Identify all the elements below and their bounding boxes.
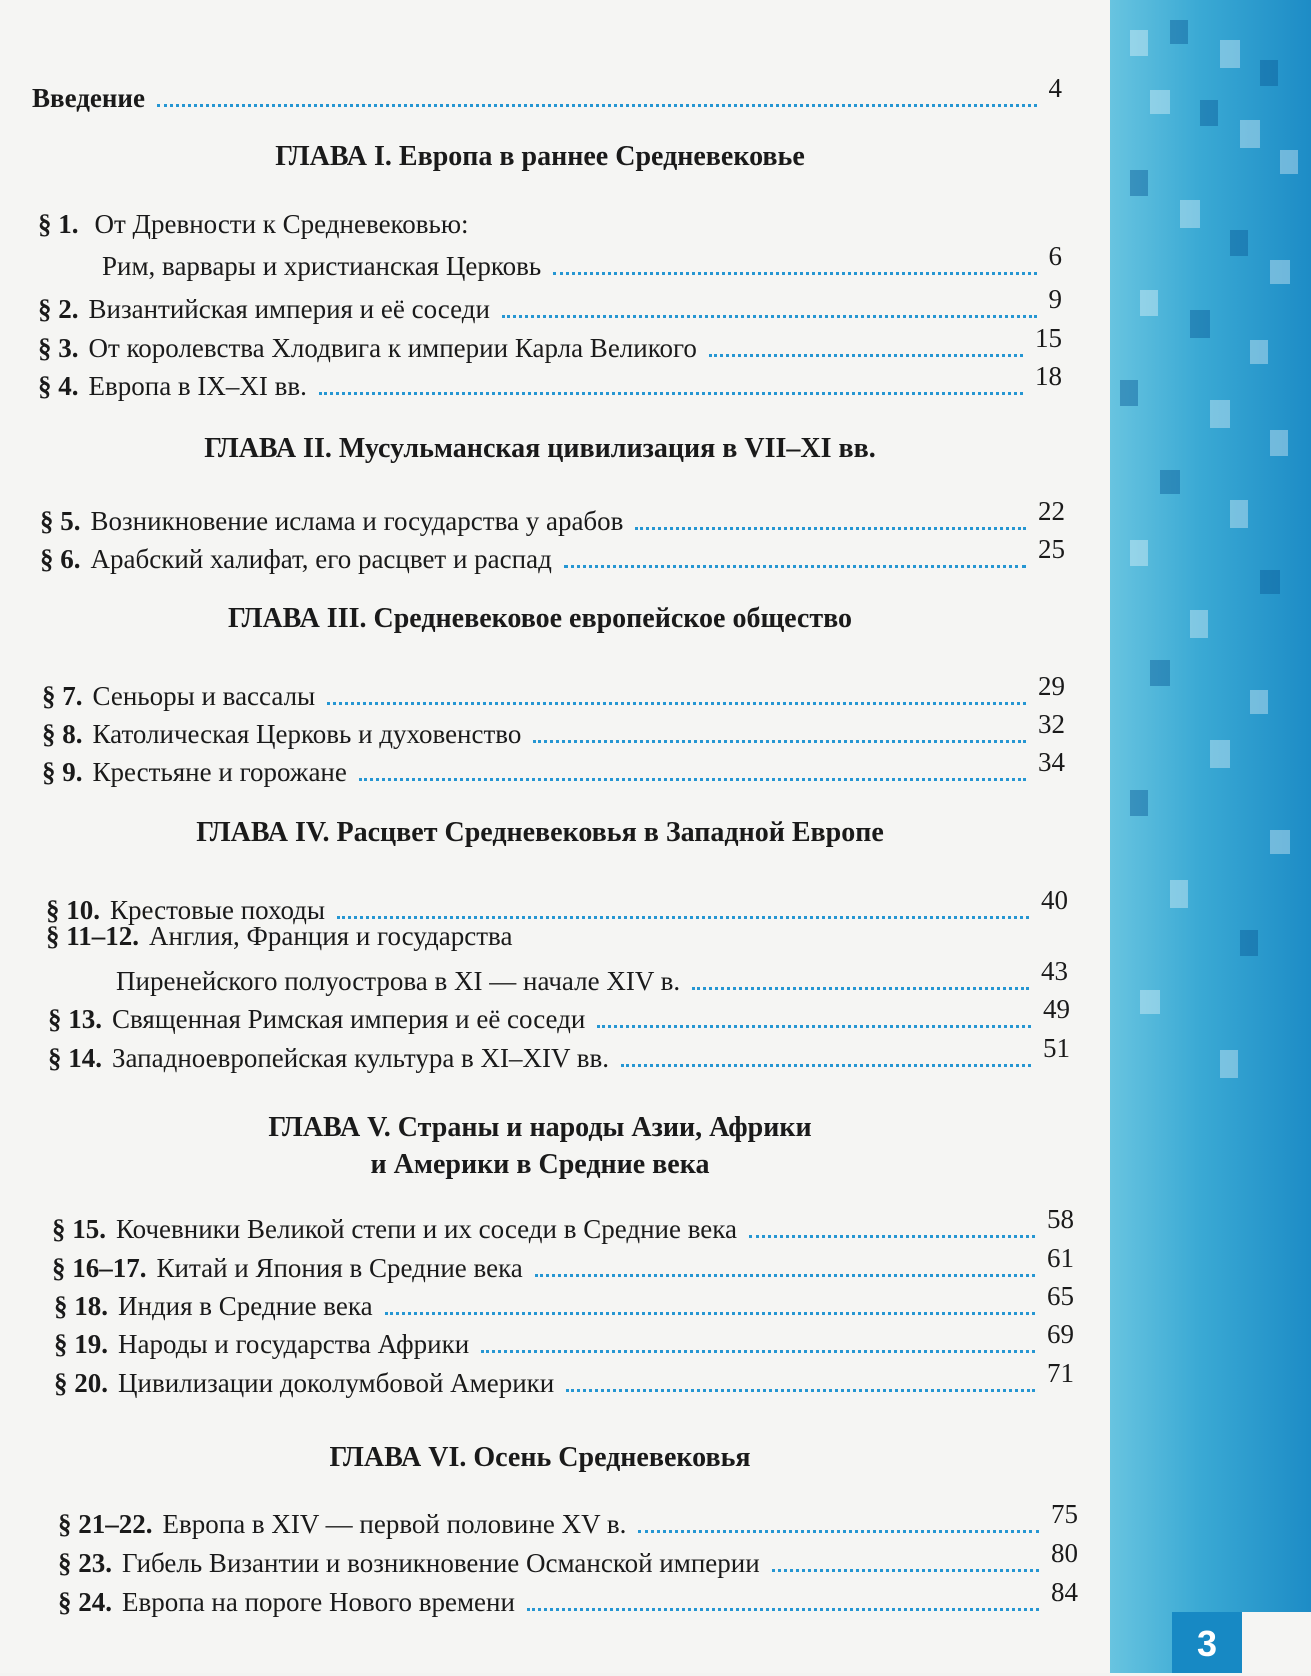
toc-entry-title: Возникновение ислама и государства у арабов xyxy=(90,506,624,536)
dot-leader xyxy=(527,1608,1039,1611)
toc-entry-number: § 8. xyxy=(42,719,83,749)
toc-entry[interactable] xyxy=(58,1498,1078,1540)
toc-entry-first-line xyxy=(38,208,469,240)
dot-leader xyxy=(553,272,1036,275)
toc-entry-page: 51 xyxy=(1043,1033,1070,1063)
toc-entry[interactable] xyxy=(42,708,1065,750)
dot-leader xyxy=(597,1025,1031,1028)
chapter-heading: ГЛАВА III. Средневековое европейское общество xyxy=(228,603,852,634)
toc-entry-number: § 15. xyxy=(52,1214,106,1244)
toc-entry-number: § 23. xyxy=(58,1548,112,1578)
toc-entry-title: Арабский халифат, его расцвет и распад xyxy=(90,544,552,574)
toc-entry[interactable] xyxy=(42,746,1065,788)
dot-leader xyxy=(319,392,1023,395)
toc-entry-number: § 20. xyxy=(54,1368,108,1398)
toc-entry[interactable] xyxy=(54,1318,1074,1360)
dot-leader xyxy=(621,1064,1031,1067)
dot-leader xyxy=(564,565,1026,568)
toc-entry-page: 75 xyxy=(1051,1499,1078,1529)
chapter-heading: ГЛАВА I. Европа в раннее Средневековье xyxy=(275,141,805,172)
toc-entry-title: Индия в Средние века xyxy=(118,1291,373,1321)
toc-entry[interactable] xyxy=(48,1032,1070,1074)
toc-entry-title: Крестьяне и горожане xyxy=(92,757,347,787)
dot-leader xyxy=(157,104,1037,107)
dot-leader xyxy=(749,1235,1035,1238)
toc-entry-title-cont: Рим, варвары и христианская Церковь xyxy=(102,251,542,281)
dot-leader xyxy=(635,527,1026,530)
toc-entry[interactable] xyxy=(102,240,1062,282)
chapter-heading: ГЛАВА IV. Расцвет Средневековья в Западной Европе xyxy=(196,817,884,848)
toc-entry-page: 71 xyxy=(1047,1358,1074,1388)
toc-entry-title: Сеньоры и вассалы xyxy=(92,681,316,711)
toc-entry-number: § 24. xyxy=(58,1587,112,1617)
toc-entry-number: § 6. xyxy=(40,544,81,574)
toc-entry[interactable] xyxy=(38,360,1062,402)
toc-entry[interactable] xyxy=(58,1576,1078,1618)
toc-entry-title: Кочевники Великой степи и их соседи в Средние века xyxy=(116,1214,737,1244)
toc-entry-page: 58 xyxy=(1047,1204,1074,1234)
toc-entry-number: § 2. xyxy=(38,294,79,324)
toc-entry-number: § 21–22. xyxy=(58,1509,153,1539)
toc-entry[interactable] xyxy=(38,283,1062,325)
page-number-margin xyxy=(1242,1612,1311,1673)
toc-entry[interactable] xyxy=(42,670,1065,712)
toc-entry-title: Введение xyxy=(32,83,145,113)
chapter-heading: ГЛАВА V. Страны и народы Азии, Африки xyxy=(268,1112,812,1143)
toc-entry-title: Крестовые походы xyxy=(110,895,326,925)
toc-entry-title: Гибель Византии и возникновение Османской империи xyxy=(122,1548,760,1578)
toc-entry-page: 18 xyxy=(1035,361,1062,391)
toc-entry-page: 49 xyxy=(1043,994,1070,1024)
toc-entry-page: 15 xyxy=(1035,323,1062,353)
toc-entry-title: Священная Римская империя и её соседи xyxy=(112,1004,586,1034)
toc-entry-number: § 16–17. xyxy=(52,1253,147,1283)
toc-entry-number: § 5. xyxy=(40,506,81,536)
toc-entry[interactable] xyxy=(116,955,1068,997)
dot-leader xyxy=(502,315,1037,318)
chapter-heading-cont: и Америки в Средние века xyxy=(370,1149,710,1180)
toc-entry-number: § 4. xyxy=(38,371,79,401)
dot-leader xyxy=(385,1312,1035,1315)
toc-entry-title: От королевства Хлодвига к империи Карла Великого xyxy=(88,333,697,363)
toc-entry-number: § 19. xyxy=(54,1329,108,1359)
toc-entry-page: 22 xyxy=(1038,496,1065,526)
toc-entry[interactable] xyxy=(48,993,1070,1035)
toc-entry-page: 6 xyxy=(1048,241,1062,271)
toc-entry[interactable] xyxy=(54,1280,1074,1322)
toc-entry-page: 65 xyxy=(1047,1281,1074,1311)
dot-leader xyxy=(638,1530,1039,1533)
toc-entry-title: Католическая Церковь и духовенство xyxy=(92,719,522,749)
toc-entry-title: Народы и государства Африки xyxy=(118,1329,470,1359)
toc-entry-number: § 7. xyxy=(42,681,83,711)
toc-entry-number: § 11–12. xyxy=(46,921,140,951)
toc-entry[interactable] xyxy=(54,1357,1074,1399)
toc-entry-page: 9 xyxy=(1048,284,1062,314)
toc-entry-number: § 18. xyxy=(54,1291,108,1321)
dot-leader xyxy=(535,1274,1035,1277)
toc-entry-number: § 13. xyxy=(48,1004,102,1034)
toc-entry-page: 25 xyxy=(1038,534,1065,564)
toc-entry-number: § 9. xyxy=(42,757,83,787)
toc-entry-page: 69 xyxy=(1047,1319,1074,1349)
chapter-heading: ГЛАВА VI. Осень Средневековья xyxy=(329,1442,751,1473)
toc-entry-first-line xyxy=(46,920,512,952)
dot-leader xyxy=(566,1389,1035,1392)
chapter-heading: ГЛАВА II. Мусульманская цивилизация в VII–XI вв. xyxy=(204,433,876,464)
toc-entry-title: Византийская империя и её соседи xyxy=(88,294,490,324)
toc-entry-title: Цивилизации доколумбовой Америки xyxy=(118,1368,555,1398)
toc-entry-page: 84 xyxy=(1051,1577,1078,1607)
toc-entry-page: 61 xyxy=(1047,1243,1074,1273)
dot-leader xyxy=(359,778,1026,781)
toc-entry[interactable] xyxy=(52,1203,1074,1245)
dot-leader xyxy=(772,1569,1039,1572)
toc-entry-intro[interactable] xyxy=(32,72,1062,114)
toc-entry-title: Европа в IX–XI вв. xyxy=(88,371,307,401)
toc-entry-page: 32 xyxy=(1038,709,1065,739)
toc-entry-title: Западноевропейская культура в XI–XIV вв. xyxy=(112,1043,610,1073)
dot-leader xyxy=(692,987,1029,990)
toc-entry-page: 43 xyxy=(1041,956,1068,986)
toc-entry-page: 34 xyxy=(1038,747,1065,777)
toc-entry[interactable] xyxy=(58,1537,1078,1579)
page-number: 3 xyxy=(1172,1612,1242,1673)
toc-entry[interactable] xyxy=(40,495,1065,537)
toc-entry-page: 40 xyxy=(1041,885,1068,915)
toc-entry-title: От Древности к Средневековью: xyxy=(94,209,469,239)
dot-leader xyxy=(533,740,1026,743)
toc-entry-page: 29 xyxy=(1038,671,1065,701)
toc-entry[interactable] xyxy=(52,1242,1074,1284)
toc-entry-title: Англия, Франция и государства xyxy=(149,921,513,951)
toc-entry[interactable] xyxy=(38,322,1062,364)
toc-entry-title: Европа на пороге Нового времени xyxy=(122,1587,515,1617)
dot-leader xyxy=(481,1350,1035,1353)
toc-entry-page: 80 xyxy=(1051,1538,1078,1568)
dot-leader xyxy=(709,354,1023,357)
toc-entry-title: Китай и Япония в Средние века xyxy=(156,1253,523,1283)
toc-entry-number: § 3. xyxy=(38,333,79,363)
toc-entry-page: 4 xyxy=(1048,73,1062,103)
toc-entry-number: § 1. xyxy=(38,209,79,239)
toc-entry-title-cont: Пиренейского полуострова в XI — начале XIV в. xyxy=(116,966,681,996)
toc-entry-number: § 14. xyxy=(48,1043,102,1073)
dot-leader xyxy=(337,916,1029,919)
toc-entry-title: Европа в XIV — первой половине XV в. xyxy=(162,1509,627,1539)
toc-entry[interactable] xyxy=(40,533,1065,575)
toc-entry-number: § 10. xyxy=(46,895,100,925)
dot-leader xyxy=(327,702,1026,705)
decorative-side-band xyxy=(1110,0,1311,1673)
